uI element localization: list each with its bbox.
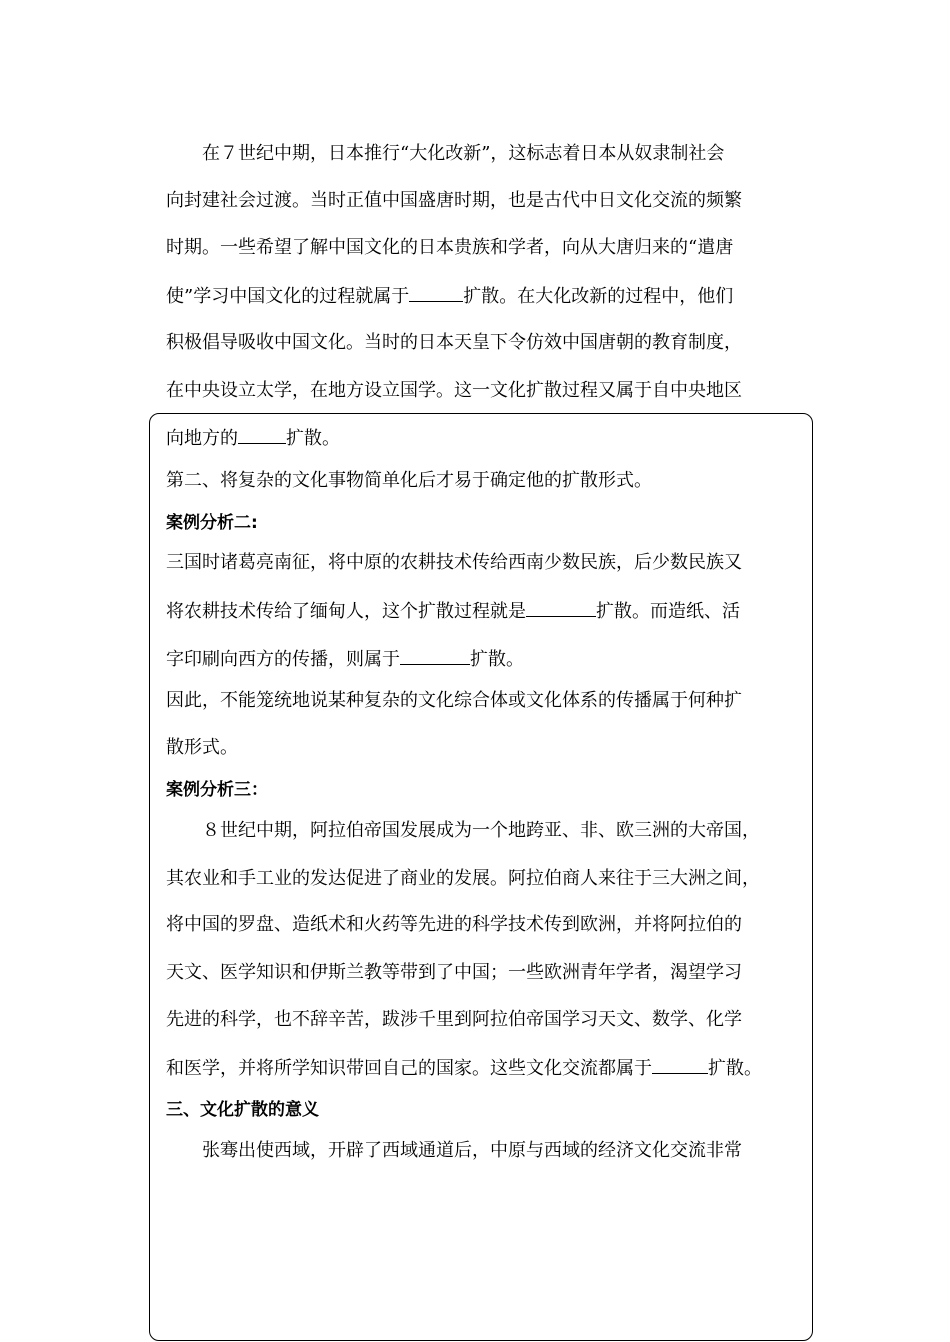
fill-blank[interactable]: [526, 600, 596, 617]
para1-line2: 向封建社会过渡。当时正值中国盛唐时期，也是古代中日文化交流的频繁: [166, 190, 742, 211]
point2-text: 第二、将复杂的文化事物简单化后才易于确定他的扩散形式。: [166, 470, 652, 491]
para1-line6: 在中央设立太学，在地方设立国学。这一文化扩散过程又属于自中央地区: [166, 380, 742, 401]
fill-blank[interactable]: [238, 427, 286, 444]
case3-heading: 案例分析三：: [166, 780, 268, 800]
conclusion-line2: 散形式。: [166, 737, 238, 758]
case2-line2: 将农耕技术传给了缅甸人，这个扩散过程就是 扩散。而造纸、活: [166, 601, 740, 622]
section3-heading: 三、文化扩散的意义: [166, 1100, 319, 1120]
fill-blank[interactable]: [652, 1057, 708, 1074]
fill-blank[interactable]: [409, 285, 463, 302]
case3-line2: 其农业和手工业的发达促进了商业的发展。阿拉伯商人来往于三大洲之间，: [166, 868, 760, 889]
para1-line4: 使”学习中国文化的过程就属于 扩散。在大化改新的过程中，他们: [166, 286, 734, 307]
case3-line3: 将中国的罗盘、造纸术和火药等先进的科学技术传到欧洲，并将阿拉伯的: [166, 914, 742, 935]
para1-line7: 向地方的 扩散。: [166, 428, 340, 449]
para1-line3: 时期。一些希望了解中国文化的日本贵族和学者，向从大唐归来的“遣唐: [166, 237, 734, 258]
fill-blank[interactable]: [400, 648, 470, 665]
para1-line1: 在７世纪中期，日本推行“大化改新”，这标志着日本从奴隶制社会: [202, 143, 725, 164]
case2-line1: 三国时诸葛亮南征，将中原的农耕技术传给西南少数民族，后少数民族又: [166, 552, 742, 573]
section3-line1: 张骞出使西域，开辟了西域通道后，中原与西域的经济文化交流非常: [202, 1140, 742, 1161]
para1-line5: 积极倡导吸收中国文化。当时的日本天皇下令仿效中国唐朝的教育制度，: [166, 332, 742, 353]
case3-line1: ８世纪中期，阿拉伯帝国发展成为一个地跨亚、非、欧三洲的大帝国，: [202, 820, 760, 841]
case3-line6: 和医学，并将所学知识带回自己的国家。这些文化交流都属于 扩散。: [166, 1058, 762, 1079]
conclusion-line1: 因此，不能笼统地说某种复杂的文化综合体或文化体系的传播属于何种扩: [166, 690, 742, 711]
case3-line5: 先进的科学，也不辞辛苦，跋涉千里到阿拉伯帝国学习天文、数学、化学: [166, 1009, 742, 1030]
case2-line3: 字印刷向西方的传播，则属于 扩散。: [166, 649, 524, 670]
case3-line4: 天文、医学知识和伊斯兰教等带到了中国；一些欧洲青年学者，渴望学习: [166, 962, 742, 983]
case2-heading: 案例分析二:: [166, 513, 258, 533]
